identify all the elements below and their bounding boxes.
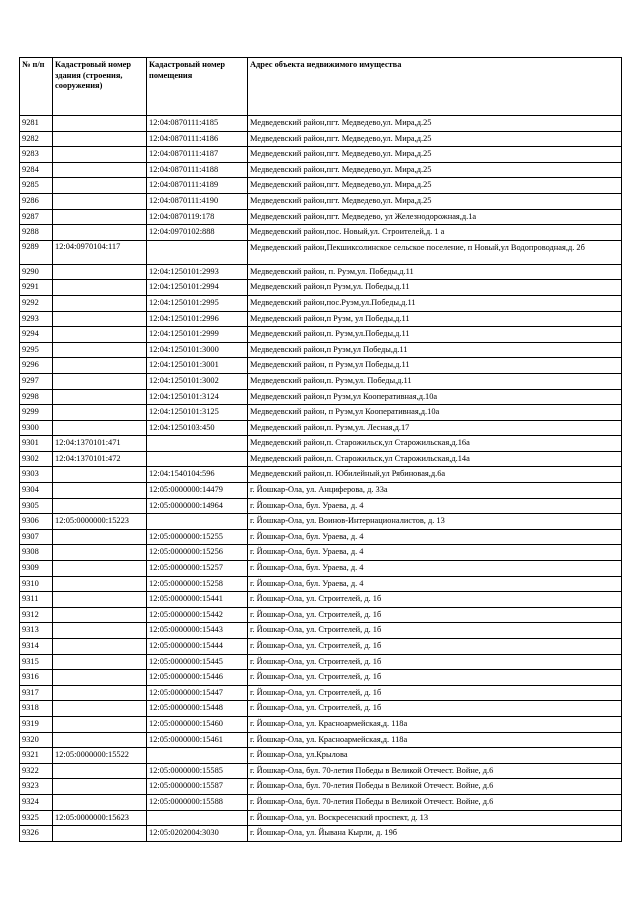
address-cell: Медведевский район,пгт. Медведево,ул. Мира,д.25 bbox=[248, 147, 622, 163]
building-cadastral-cell bbox=[53, 545, 147, 561]
building-cadastral-cell bbox=[53, 794, 147, 810]
address-cell: Медведевский район,пгт. Медведево,ул. Мира,д.25 bbox=[248, 193, 622, 209]
table-row bbox=[20, 240, 622, 264]
building-cadastral-cell bbox=[53, 389, 147, 405]
table-row bbox=[20, 810, 622, 826]
building-cadastral-cell bbox=[53, 685, 147, 701]
room-cadastral-cell: 12:04:0870111:4190 bbox=[147, 193, 248, 209]
row-number-cell: 9305 bbox=[20, 498, 53, 514]
building-cadastral-cell bbox=[53, 623, 147, 639]
room-cadastral-cell: 12:05:0000000:15258 bbox=[147, 576, 248, 592]
table-row bbox=[20, 178, 622, 194]
building-cadastral-cell bbox=[53, 654, 147, 670]
table-row bbox=[20, 670, 622, 686]
building-cadastral-cell bbox=[53, 178, 147, 194]
room-cadastral-cell: 12:05:0202004:3030 bbox=[147, 826, 248, 842]
building-cadastral-cell bbox=[53, 116, 147, 132]
address-cell: Медведевский район,пос. Новый,ул. Строителей,д. 1 а bbox=[248, 225, 622, 241]
building-cadastral-cell bbox=[53, 358, 147, 374]
table-row bbox=[20, 685, 622, 701]
row-number-cell: 9282 bbox=[20, 131, 53, 147]
building-cadastral-cell: 12:04:1370101:472 bbox=[53, 451, 147, 467]
building-cadastral-cell bbox=[53, 131, 147, 147]
table-row bbox=[20, 826, 622, 842]
address-cell: Медведевский район,пгт. Медведево,ул. Мира,д.25 bbox=[248, 131, 622, 147]
room-cadastral-cell: 12:05:0000000:15256 bbox=[147, 545, 248, 561]
room-cadastral-cell: 12:04:1250101:2999 bbox=[147, 327, 248, 343]
room-cadastral-cell: 12:05:0000000:15442 bbox=[147, 607, 248, 623]
room-cadastral-cell: 12:04:1250101:3001 bbox=[147, 358, 248, 374]
row-number-cell: 9301 bbox=[20, 436, 53, 452]
address-cell: г. Йошкар-Ола, ул. Красноармейская,д. 118а bbox=[248, 716, 622, 732]
address-cell: Медведевский район,п. Руэм,ул. Победы,д.11 bbox=[248, 373, 622, 389]
room-cadastral-cell bbox=[147, 748, 248, 764]
row-number-cell: 9315 bbox=[20, 654, 53, 670]
building-cadastral-cell: 12:05:0000000:15522 bbox=[53, 748, 147, 764]
table-row bbox=[20, 147, 622, 163]
row-number-cell: 9291 bbox=[20, 280, 53, 296]
address-cell: Медведевский район,п Руэм,ул Победы,д.11 bbox=[248, 342, 622, 358]
row-number-cell: 9296 bbox=[20, 358, 53, 374]
table-row bbox=[20, 311, 622, 327]
table-row bbox=[20, 295, 622, 311]
row-number-cell: 9326 bbox=[20, 826, 53, 842]
row-number-cell: 9317 bbox=[20, 685, 53, 701]
address-cell: г. Йошкар-Ола, ул. Строителей, д. 1б bbox=[248, 623, 622, 639]
room-cadastral-cell: 12:04:1250101:2993 bbox=[147, 264, 248, 280]
address-cell: г. Йошкар-Ола, ул. Строителей, д. 1б bbox=[248, 654, 622, 670]
address-cell: г. Йошкар-Ола, ул. Строителей, д. 1б bbox=[248, 592, 622, 608]
building-cadastral-cell bbox=[53, 225, 147, 241]
room-cadastral-cell: 12:04:0870111:4188 bbox=[147, 162, 248, 178]
table-row bbox=[20, 373, 622, 389]
building-cadastral-cell bbox=[53, 209, 147, 225]
row-number-cell: 9320 bbox=[20, 732, 53, 748]
room-cadastral-cell: 12:05:0000000:15257 bbox=[147, 561, 248, 577]
table-row bbox=[20, 561, 622, 577]
table-row bbox=[20, 514, 622, 530]
row-number-cell: 9308 bbox=[20, 545, 53, 561]
table-row bbox=[20, 483, 622, 499]
room-cadastral-cell: 12:05:0000000:14964 bbox=[147, 498, 248, 514]
row-number-cell: 9316 bbox=[20, 670, 53, 686]
building-cadastral-cell bbox=[53, 405, 147, 421]
building-cadastral-cell bbox=[53, 639, 147, 655]
row-number-cell: 9286 bbox=[20, 193, 53, 209]
table-row bbox=[20, 405, 622, 421]
building-cadastral-cell bbox=[53, 779, 147, 795]
address-cell: г. Йошкар-Ола, ул. Строителей, д. 1б bbox=[248, 685, 622, 701]
room-cadastral-cell: 12:05:0000000:15441 bbox=[147, 592, 248, 608]
table-row bbox=[20, 162, 622, 178]
address-cell: г. Йошкар-Ола, бул. Ураева, д. 4 bbox=[248, 545, 622, 561]
row-number-cell: 9304 bbox=[20, 483, 53, 499]
row-number-cell: 9310 bbox=[20, 576, 53, 592]
room-cadastral-cell: 12:05:0000000:15443 bbox=[147, 623, 248, 639]
address-cell: Медведевский район,п. Старожильск,ул Старожильская,д.16а bbox=[248, 436, 622, 452]
room-cadastral-cell: 12:04:1250101:3125 bbox=[147, 405, 248, 421]
address-cell: г. Йошкар-Ола, бул. Ураева, д. 4 bbox=[248, 576, 622, 592]
row-number-cell: 9298 bbox=[20, 389, 53, 405]
row-number-cell: 9290 bbox=[20, 264, 53, 280]
building-cadastral-cell bbox=[53, 373, 147, 389]
table-row bbox=[20, 225, 622, 241]
room-cadastral-cell bbox=[147, 436, 248, 452]
row-number-cell: 9288 bbox=[20, 225, 53, 241]
table-row bbox=[20, 701, 622, 717]
building-cadastral-cell bbox=[53, 716, 147, 732]
building-cadastral-cell bbox=[53, 607, 147, 623]
address-cell: Медведевский район,п. Юбилейный,ул Рябиновая,д.6а bbox=[248, 467, 622, 483]
room-cadastral-cell: 12:05:0000000:15448 bbox=[147, 701, 248, 717]
building-cadastral-cell bbox=[53, 264, 147, 280]
room-cadastral-cell: 12:04:0870119:178 bbox=[147, 209, 248, 225]
address-cell: Медведевский район,пгт. Медведево,ул. Мира,д.25 bbox=[248, 162, 622, 178]
building-cadastral-cell bbox=[53, 732, 147, 748]
row-number-cell: 9325 bbox=[20, 810, 53, 826]
table-row bbox=[20, 436, 622, 452]
building-cadastral-cell bbox=[53, 295, 147, 311]
table-row bbox=[20, 576, 622, 592]
row-number-cell: 9313 bbox=[20, 623, 53, 639]
room-cadastral-cell: 12:04:0870111:4187 bbox=[147, 147, 248, 163]
table-row bbox=[20, 131, 622, 147]
building-cadastral-cell bbox=[53, 193, 147, 209]
building-cadastral-cell bbox=[53, 483, 147, 499]
table-row bbox=[20, 763, 622, 779]
row-number-cell: 9322 bbox=[20, 763, 53, 779]
row-number-cell: 9312 bbox=[20, 607, 53, 623]
room-cadastral-cell: 12:04:1250101:2995 bbox=[147, 295, 248, 311]
building-cadastral-cell bbox=[53, 561, 147, 577]
table-row bbox=[20, 389, 622, 405]
building-cadastral-cell bbox=[53, 467, 147, 483]
building-cadastral-cell bbox=[53, 826, 147, 842]
room-cadastral-cell: 12:05:0000000:15460 bbox=[147, 716, 248, 732]
building-cadastral-cell bbox=[53, 763, 147, 779]
address-cell: Медведевский район, п Руэм,ул Победы,д.11 bbox=[248, 358, 622, 374]
room-cadastral-cell bbox=[147, 514, 248, 530]
table-row bbox=[20, 420, 622, 436]
room-cadastral-cell: 12:04:0870111:4186 bbox=[147, 131, 248, 147]
address-cell: Медведевский район,Пекшиксолинское сельское поселение, п Новый,ул Водопроводная,д. 2б bbox=[248, 240, 622, 264]
row-number-cell: 9287 bbox=[20, 209, 53, 225]
address-cell: г. Йошкар-Ола, бул. Ураева, д. 4 bbox=[248, 529, 622, 545]
address-cell: г. Йошкар-Ола, ул. Анциферова, д. 33а bbox=[248, 483, 622, 499]
address-cell: Медведевский район,пгт. Медведево, ул Железнодорожная,д.1а bbox=[248, 209, 622, 225]
table-row bbox=[20, 716, 622, 732]
room-cadastral-cell bbox=[147, 451, 248, 467]
row-number-cell: 9321 bbox=[20, 748, 53, 764]
address-cell: г. Йошкар-Ола, ул. Строителей, д. 1б bbox=[248, 670, 622, 686]
table-row bbox=[20, 748, 622, 764]
row-number-cell: 9324 bbox=[20, 794, 53, 810]
building-cadastral-cell: 12:04:1370101:471 bbox=[53, 436, 147, 452]
property-registry-table bbox=[19, 57, 622, 842]
table-row bbox=[20, 794, 622, 810]
header-address: Адрес объекта недвижимого имущества bbox=[248, 58, 622, 116]
address-cell: г. Йошкар-Ола, бул. Ураева, д. 4 bbox=[248, 561, 622, 577]
row-number-cell: 9303 bbox=[20, 467, 53, 483]
room-cadastral-cell: 12:04:1250101:2996 bbox=[147, 311, 248, 327]
address-cell: г. Йошкар-Ола, ул. Красноармейская,д. 118а bbox=[248, 732, 622, 748]
building-cadastral-cell bbox=[53, 576, 147, 592]
table-row bbox=[20, 451, 622, 467]
table-row bbox=[20, 498, 622, 514]
table-row bbox=[20, 592, 622, 608]
row-number-cell: 9293 bbox=[20, 311, 53, 327]
building-cadastral-cell bbox=[53, 162, 147, 178]
room-cadastral-cell: 12:04:0870111:4189 bbox=[147, 178, 248, 194]
building-cadastral-cell bbox=[53, 670, 147, 686]
table-row bbox=[20, 654, 622, 670]
table-body bbox=[20, 116, 622, 842]
row-number-cell: 9292 bbox=[20, 295, 53, 311]
table-row bbox=[20, 607, 622, 623]
address-cell: Медведевский район, п. Руэм,ул. Победы,д.11 bbox=[248, 264, 622, 280]
room-cadastral-cell: 12:04:1250101:2994 bbox=[147, 280, 248, 296]
table-row bbox=[20, 529, 622, 545]
row-number-cell: 9309 bbox=[20, 561, 53, 577]
address-cell: г. Йошкар-Ола, бул. 70-летия Победы в Великой Отечест. Войне, д.6 bbox=[248, 794, 622, 810]
address-cell: г. Йошкар-Ола, ул. Строителей, д. 1б bbox=[248, 701, 622, 717]
address-cell: г. Йошкар-Ола, ул. Воскресенский проспект, д. 13 bbox=[248, 810, 622, 826]
room-cadastral-cell bbox=[147, 810, 248, 826]
table-row bbox=[20, 639, 622, 655]
table-row bbox=[20, 116, 622, 132]
building-cadastral-cell bbox=[53, 498, 147, 514]
table-row bbox=[20, 264, 622, 280]
room-cadastral-cell: 12:05:0000000:15447 bbox=[147, 685, 248, 701]
room-cadastral-cell: 12:04:1250101:3124 bbox=[147, 389, 248, 405]
building-cadastral-cell bbox=[53, 147, 147, 163]
row-number-cell: 9318 bbox=[20, 701, 53, 717]
address-cell: Медведевский район,п. Руэм,ул.Победы,д.11 bbox=[248, 327, 622, 343]
row-number-cell: 9311 bbox=[20, 592, 53, 608]
row-number-cell: 9284 bbox=[20, 162, 53, 178]
room-cadastral-cell: 12:04:1250101:3000 bbox=[147, 342, 248, 358]
building-cadastral-cell bbox=[53, 592, 147, 608]
address-cell: г. Йошкар-Ола, бул. Ураева, д. 4 bbox=[248, 498, 622, 514]
table-row bbox=[20, 327, 622, 343]
address-cell: Медведевский район,п. Старожильск,ул Старожильская,д.14а bbox=[248, 451, 622, 467]
row-number-cell: 9306 bbox=[20, 514, 53, 530]
row-number-cell: 9289 bbox=[20, 240, 53, 264]
room-cadastral-cell: 12:04:1250103:450 bbox=[147, 420, 248, 436]
row-number-cell: 9314 bbox=[20, 639, 53, 655]
building-cadastral-cell bbox=[53, 529, 147, 545]
address-cell: Медведевский район,п Руэм,ул. Победы,д.11 bbox=[248, 280, 622, 296]
room-cadastral-cell: 12:04:1540104:596 bbox=[147, 467, 248, 483]
row-number-cell: 9281 bbox=[20, 116, 53, 132]
header-building-cadastral: Кадастровый номер здания (строения, сооружения) bbox=[53, 58, 147, 116]
address-cell: Медведевский район,пос.Руэм,ул.Победы,д.11 bbox=[248, 295, 622, 311]
room-cadastral-cell: 12:05:0000000:15446 bbox=[147, 670, 248, 686]
building-cadastral-cell bbox=[53, 327, 147, 343]
building-cadastral-cell bbox=[53, 701, 147, 717]
room-cadastral-cell: 12:05:0000000:15588 bbox=[147, 794, 248, 810]
header-row bbox=[20, 58, 622, 116]
room-cadastral-cell: 12:05:0000000:15585 bbox=[147, 763, 248, 779]
room-cadastral-cell: 12:05:0000000:15255 bbox=[147, 529, 248, 545]
table-row bbox=[20, 779, 622, 795]
row-number-cell: 9319 bbox=[20, 716, 53, 732]
row-number-cell: 9285 bbox=[20, 178, 53, 194]
building-cadastral-cell bbox=[53, 420, 147, 436]
table-row bbox=[20, 467, 622, 483]
address-cell: г. Йошкар-Ола, ул.Крылова bbox=[248, 748, 622, 764]
building-cadastral-cell bbox=[53, 342, 147, 358]
room-cadastral-cell: 12:04:0870111:4185 bbox=[147, 116, 248, 132]
row-number-cell: 9323 bbox=[20, 779, 53, 795]
table-row bbox=[20, 732, 622, 748]
row-number-cell: 9283 bbox=[20, 147, 53, 163]
table-row bbox=[20, 342, 622, 358]
room-cadastral-cell: 12:05:0000000:15445 bbox=[147, 654, 248, 670]
building-cadastral-cell: 12:05:0000000:15623 bbox=[53, 810, 147, 826]
building-cadastral-cell: 12:05:0000000:15223 bbox=[53, 514, 147, 530]
room-cadastral-cell: 12:05:0000000:14479 bbox=[147, 483, 248, 499]
address-cell: г. Йошкар-Ола, ул. Строителей, д. 1б bbox=[248, 607, 622, 623]
address-cell: Медведевский район,п Руэм,ул Кооперативная,д.10а bbox=[248, 389, 622, 405]
header-room-cadastral: Кадастровый номер помещения bbox=[147, 58, 248, 116]
table-row bbox=[20, 358, 622, 374]
row-number-cell: 9297 bbox=[20, 373, 53, 389]
address-cell: Медведевский район,п Руэм, ул Победы,д.11 bbox=[248, 311, 622, 327]
address-cell: Медведевский район,пгт. Медведево,ул. Мира,д.25 bbox=[248, 116, 622, 132]
building-cadastral-cell: 12:04:0970104:117 bbox=[53, 240, 147, 264]
table-row bbox=[20, 623, 622, 639]
building-cadastral-cell bbox=[53, 280, 147, 296]
row-number-cell: 9295 bbox=[20, 342, 53, 358]
row-number-cell: 9299 bbox=[20, 405, 53, 421]
address-cell: г. Йошкар-Ола, бул. 70-летия Победы в Великой Отечест. Войне, д.6 bbox=[248, 763, 622, 779]
address-cell: г. Йошкар-Ола, ул. Строителей, д. 1б bbox=[248, 639, 622, 655]
table-row bbox=[20, 280, 622, 296]
table-row bbox=[20, 209, 622, 225]
table-header bbox=[20, 58, 622, 116]
building-cadastral-cell bbox=[53, 311, 147, 327]
row-number-cell: 9300 bbox=[20, 420, 53, 436]
room-cadastral-cell: 12:04:1250101:3002 bbox=[147, 373, 248, 389]
table-row bbox=[20, 193, 622, 209]
address-cell: Медведевский район, п Руэм,ул Кооперативная,д.10а bbox=[248, 405, 622, 421]
room-cadastral-cell bbox=[147, 240, 248, 264]
row-number-cell: 9302 bbox=[20, 451, 53, 467]
address-cell: г. Йошкар-Ола, ул. Йывана Кырли, д. 19б bbox=[248, 826, 622, 842]
room-cadastral-cell: 12:05:0000000:15587 bbox=[147, 779, 248, 795]
header-number: № п/п bbox=[20, 58, 53, 116]
room-cadastral-cell: 12:04:0970102:888 bbox=[147, 225, 248, 241]
address-cell: Медведевский район,пгт. Медведево,ул. Мира,д.25 bbox=[248, 178, 622, 194]
address-cell: г. Йошкар-Ола, ул. Воинов-Интернационалистов, д. 13 bbox=[248, 514, 622, 530]
room-cadastral-cell: 12:05:0000000:15444 bbox=[147, 639, 248, 655]
address-cell: Медведевский район,п. Руэм,ул. Лесная,д.17 bbox=[248, 420, 622, 436]
room-cadastral-cell: 12:05:0000000:15461 bbox=[147, 732, 248, 748]
table-row bbox=[20, 545, 622, 561]
address-cell: г. Йошкар-Ола, бул. 70-летия Победы в Великой Отечест. Войне, д.6 bbox=[248, 779, 622, 795]
row-number-cell: 9307 bbox=[20, 529, 53, 545]
row-number-cell: 9294 bbox=[20, 327, 53, 343]
